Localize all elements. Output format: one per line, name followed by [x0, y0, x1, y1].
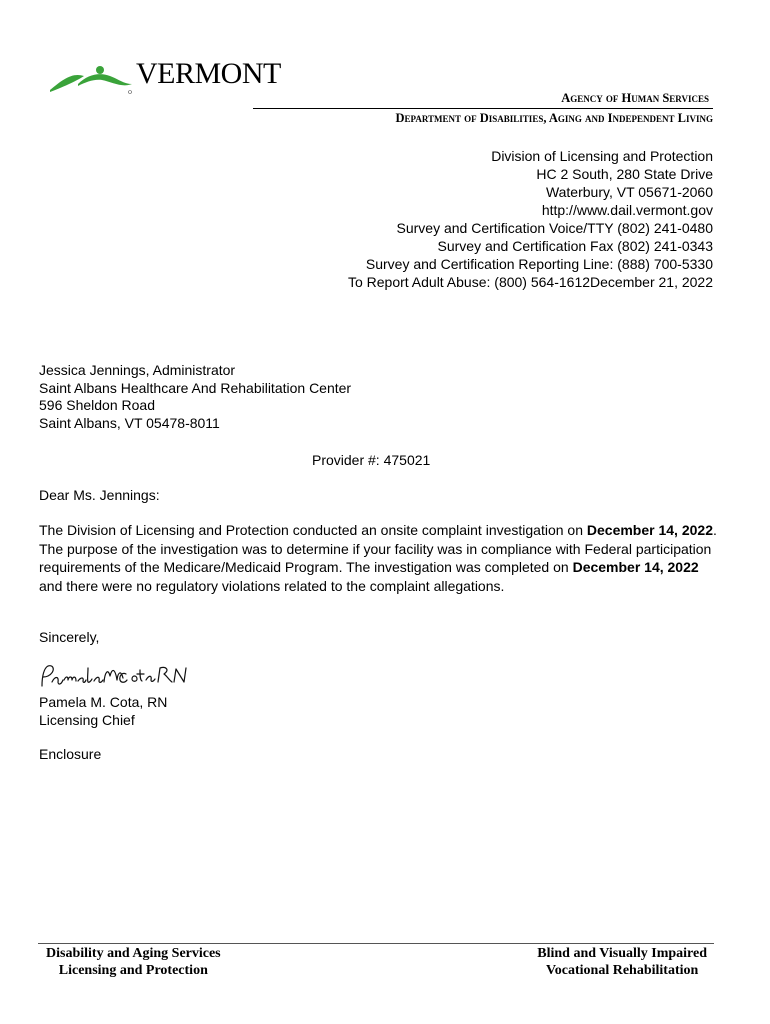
- footer-right: [537, 945, 707, 979]
- signer-block: [39, 693, 167, 729]
- signer-name: Pamela M. Cota, RN: [39, 694, 168, 710]
- website-link[interactable]: http://www.dail.vermont.gov: [541, 202, 713, 218]
- footer-line: Vocational Rehabilitation: [545, 963, 699, 978]
- provider-number: Provider #: 475021: [312, 452, 431, 468]
- footer-line: Disability and Aging Services: [46, 946, 221, 961]
- vermont-logo: [48, 57, 288, 100]
- closing: Sincerely,: [39, 629, 100, 645]
- address-line-date: To Report Adult Abuse: (800) 564-1612December 21, 2022: [347, 274, 713, 290]
- recipient-line: Jessica Jennings, Administrator: [39, 362, 236, 378]
- address-line: Division of Licensing and Protection: [491, 148, 713, 164]
- address-line: Survey and Certification Voice/TTY (802) 241-0480: [396, 220, 713, 236]
- body-text: The Division of Licensing and Protection conducted an onsite complaint investigation on: [39, 522, 587, 538]
- agency-name: Agency of Human Services: [561, 91, 709, 105]
- footer-line: Licensing and Protection: [58, 963, 208, 978]
- address-line: Survey and Certification Reporting Line: (888) 700-5330: [365, 256, 713, 272]
- mountain-logo-icon: [48, 62, 138, 96]
- body-text: . The purpose of the investigation was to determine if your facility was in compliance with Federal participation requirements of the Medicare/Medicaid Program. The investigation was completed on: [39, 522, 717, 575]
- recipient-block: [39, 362, 351, 432]
- enclosure-note: Enclosure: [39, 746, 102, 762]
- recipient-line: Saint Albans Healthcare And Rehabilitation Center: [39, 379, 352, 396]
- handwritten-signature: [38, 660, 198, 694]
- footer-line: Blind and Visually Impaired: [537, 946, 707, 961]
- address-line: Survey and Certification Fax (802) 241-0343: [437, 238, 713, 254]
- logo-text: VERMONT: [136, 57, 281, 90]
- recipient-line: Saint Albans, VT 05478-8011: [39, 414, 220, 431]
- footer-left: [46, 945, 221, 979]
- letter-body: [39, 521, 719, 595]
- signer-title: Licensing Chief: [39, 712, 135, 728]
- investigation-date: December 14, 2022: [586, 522, 713, 538]
- department-name: Department of Disabilities, Aging and Independent Living: [253, 108, 713, 126]
- address-block: [348, 147, 713, 291]
- address-line: Waterbury, VT 05671-2060: [545, 184, 713, 200]
- greeting: Dear Ms. Jennings:: [39, 487, 160, 503]
- body-text: and there were no regulatory violations related to the complaint allegations.: [39, 577, 505, 594]
- recipient-line: 596 Sheldon Road: [39, 397, 155, 413]
- address-line: HC 2 South, 280 State Drive: [536, 166, 713, 182]
- footer-divider: [38, 943, 714, 944]
- completion-date: December 14, 2022: [572, 559, 699, 575]
